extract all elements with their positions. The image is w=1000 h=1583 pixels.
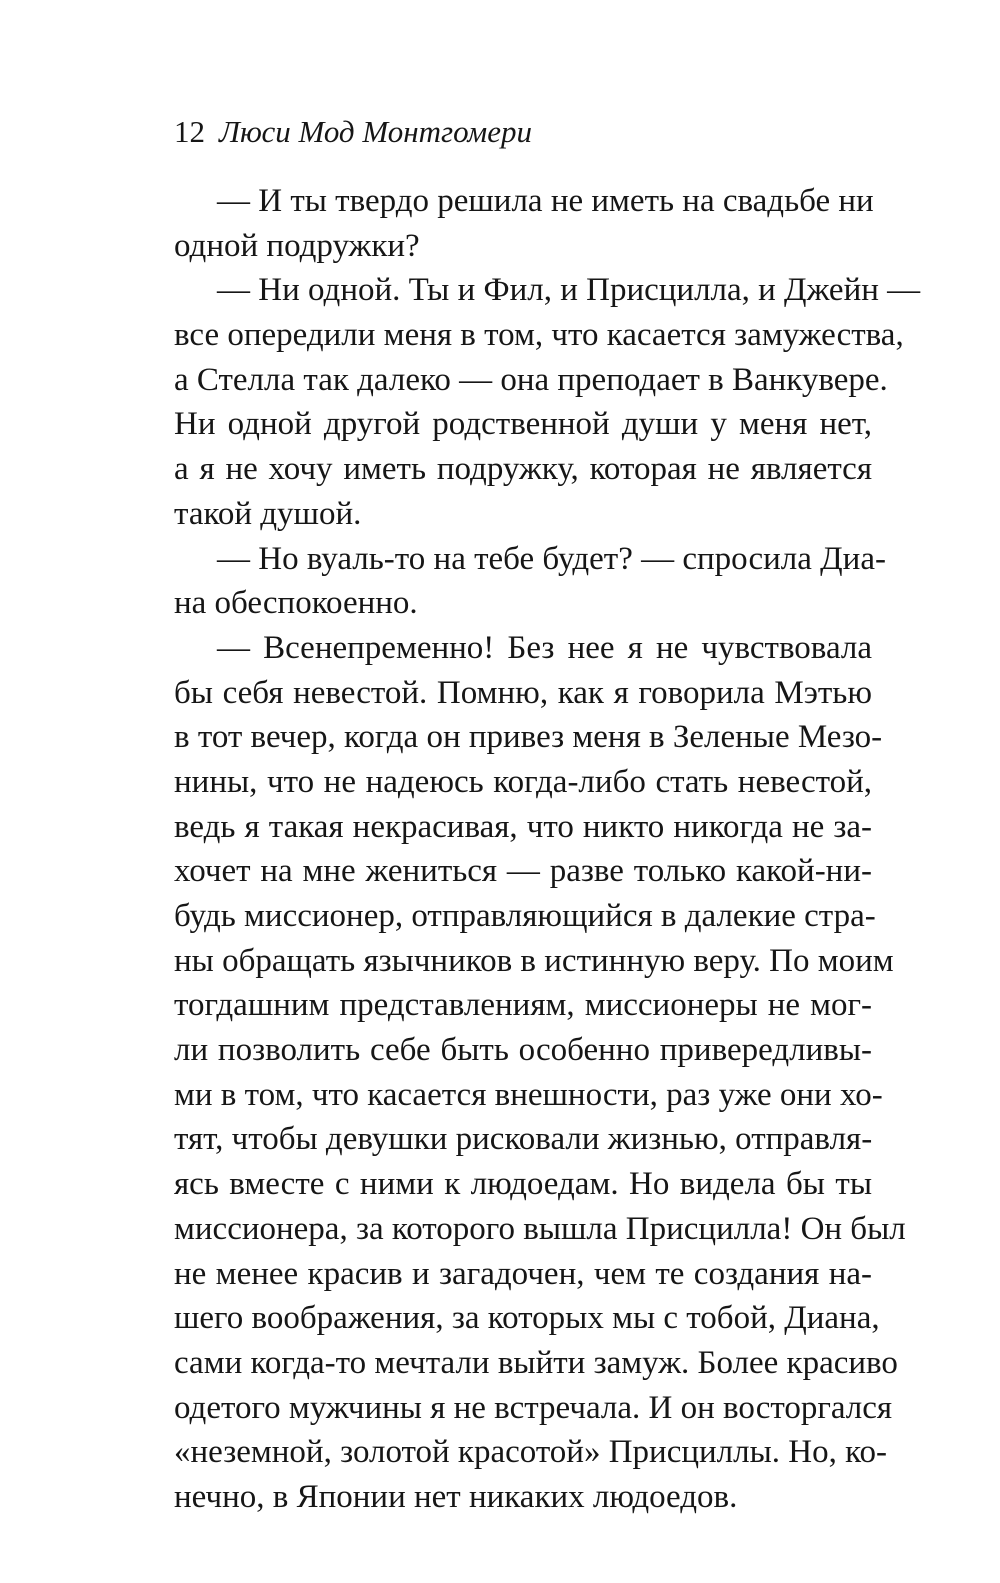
text-line: — И ты твердо решила не иметь на свадьбе ни [217,183,874,219]
text-line: такой душой. [174,495,362,532]
paragraph [174,268,921,536]
text-line: одетого мужчины я не встречала. И он восторгался [174,1389,893,1426]
text-line: а Стелла так далеко — она преподает в Ванкувере. [174,361,888,398]
text-line: ми в том, что касается внешности, раз уже они хо- [174,1076,883,1113]
paragraph [174,626,906,1520]
text-line: а я не хочу иметь подружку, которая не является [174,451,872,488]
author-name: Люси Мод Монтгомери [219,114,532,149]
text-line: хочет на мне жениться — разве только какой-ни- [174,853,872,890]
text-line: — Ни одной. Ты и Фил, и Присцилла, и Джейн — [217,272,921,309]
text-line: не менее красив и загадочен, чем те создания на- [174,1255,872,1292]
text-line: на обеспокоенно. [174,585,418,622]
text-line: тогдашним представлениям, миссионеры не мог- [174,987,872,1024]
running-head [174,112,532,152]
text-line: нечно, в Японии нет никаких людоедов. [174,1478,738,1515]
text-line: в тот вечер, когда он привез меня в Зеленые Мезо- [174,719,883,756]
text-line: ведь я такая некрасивая, что никто никогда не за- [174,808,872,845]
text-line: миссионера, за которого вышла Присцилла! Он был [174,1210,906,1247]
text-line: бы себя невестой. Помню, как я говорила Мэтью [174,674,872,711]
paragraph [174,179,872,268]
paragraph [174,537,886,626]
text-line: одной подружки? [174,227,420,264]
text-line: — Всенепременно! Без нее я не чувствовала [217,629,872,666]
text-line: ли позволить себе быть особенно привередливы- [174,1032,872,1069]
body-text [174,179,921,1520]
text-line: «неземной, золотой красотой» Присциллы. Но, ко- [174,1434,887,1471]
text-line: тят, чтобы девушки рисковали жизнью, отправля- [174,1121,873,1158]
text-line: — Но вуаль-то на тебе будет? — спросила Диа- [217,540,886,577]
text-line: все опередили меня в том, что касается замужества, [174,317,904,354]
text-line: будь миссионер, отправляющийся в далекие стра- [174,898,876,934]
text-line: нины, что не надеюсь когда-либо стать невестой, [174,763,872,800]
text-line: ны обращать язычников в истинную веру. По моим [174,942,894,979]
text-line: сами когда-то мечтали выйти замуж. Более красиво [174,1344,898,1381]
text-line: Ни одной другой родственной души у меня нет, [174,406,872,443]
text-line: шего воображения, за которых мы с тобой, Диана, [174,1300,880,1337]
page-number: 12 [174,114,205,149]
text-line: ясь вместе с ними к людоедам. Но видела бы ты [174,1166,872,1203]
